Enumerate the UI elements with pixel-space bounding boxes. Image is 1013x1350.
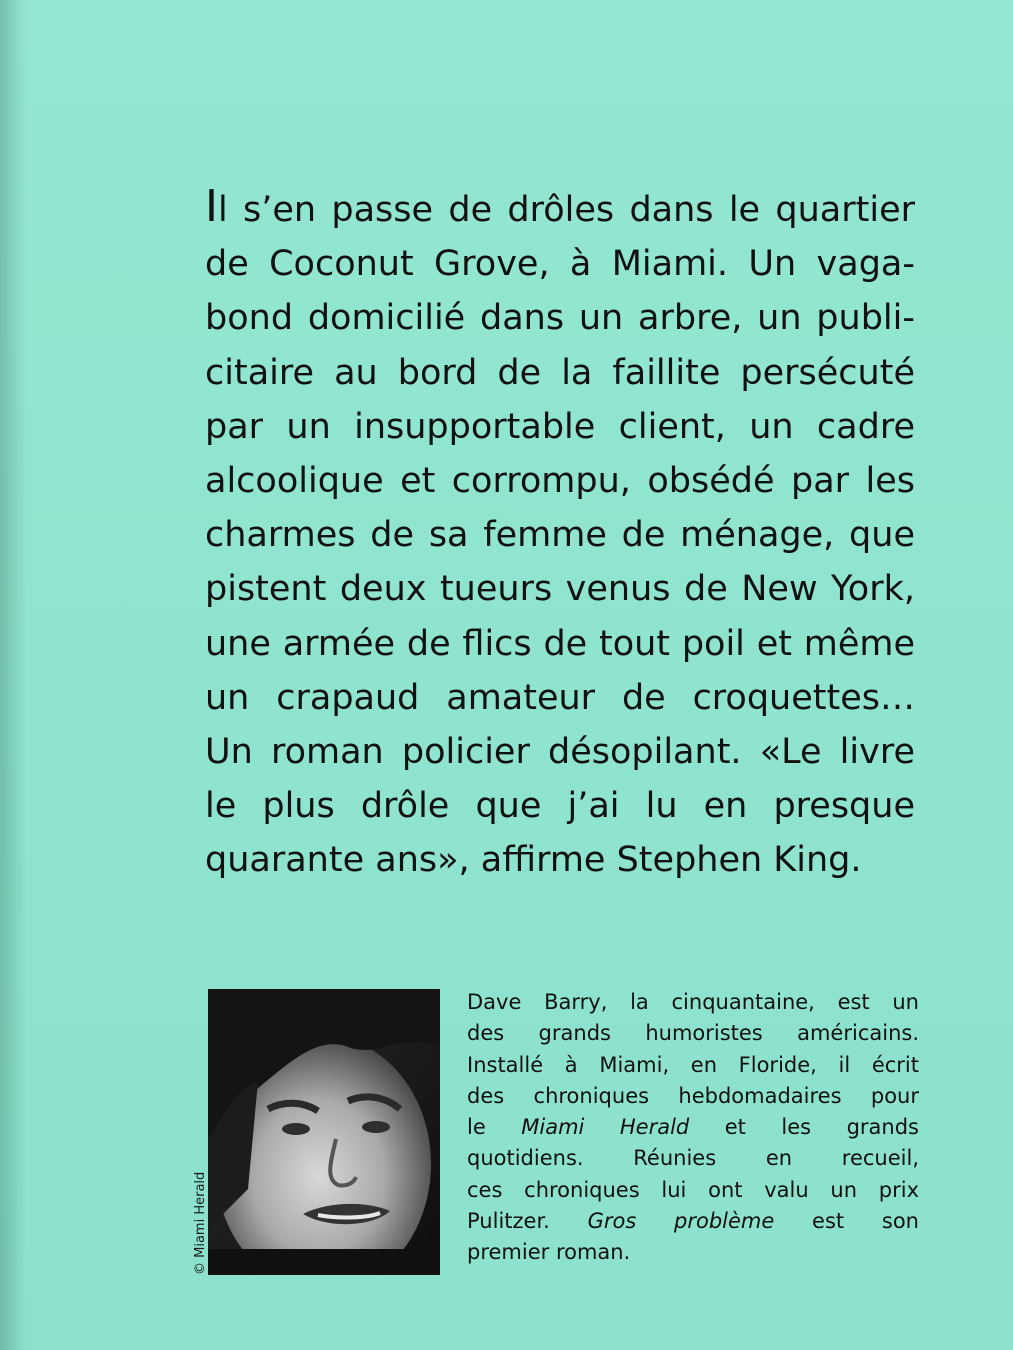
newspaper-title: Miami Herald [521, 1115, 690, 1140]
spine-shadow [0, 0, 26, 1350]
blurb-line: quarante ans», affirme Stephen King. [205, 840, 862, 881]
blurb-line: de Coconut Grove, à Miami. Un vaga- [205, 244, 915, 285]
blurb-line: une armée de flics de tout poil et même [205, 623, 915, 664]
author-bio [467, 987, 919, 1269]
blurb-line [205, 183, 915, 237]
blurb-line: Un roman policier désopilant. «Le livre [205, 731, 915, 772]
blurb-line: charmes de sa femme de ménage, que [205, 515, 915, 556]
bio-text: et les grands [689, 1115, 919, 1140]
bio-line: Dave Barry, la cinquantaine, est un [467, 990, 919, 1014]
blurb-line: citaire au bord de la faillite persécuté [205, 352, 915, 393]
photo-credit: © Miami Herald [193, 1171, 208, 1275]
blurb-line: alcoolique et corrompu, obsédé par les [205, 460, 915, 501]
drop-cap: I [205, 181, 218, 232]
bio-line [467, 1206, 919, 1237]
author-portrait-image [208, 989, 440, 1275]
bio-line: premier roman. [467, 1240, 631, 1265]
back-cover-blurb [205, 183, 915, 887]
bio-text: le [467, 1115, 522, 1140]
blurb-line: pistent deux tueurs venus de New York, [205, 569, 915, 610]
book-title: Gros problème [587, 1209, 775, 1234]
bio-line: ces chroniques lui ont valu un prix [467, 1177, 919, 1202]
bio-text: est son [774, 1209, 919, 1234]
bio-line: des chroniques hebdomadaires pour [467, 1083, 919, 1108]
author-photo [208, 989, 440, 1275]
blurb-line: un crapaud amateur de croquettes… [205, 677, 915, 718]
bio-text: Pulitzer. [467, 1209, 588, 1234]
bio-line [467, 1112, 919, 1143]
bio-line: quotidiens. Réunies en recueil, [467, 1146, 919, 1171]
bio-line: Installé à Miami, en Floride, il écrit [467, 1052, 919, 1077]
blurb-line: le plus drôle que j’ai lu en presque [205, 786, 915, 827]
blurb-line: bond domicilié dans un arbre, un publi- [205, 298, 915, 339]
bio-line: des grands humoristes américains. [467, 1021, 919, 1046]
blurb-line-text: l s’en passe de drôles dans le quartier [217, 190, 915, 230]
blurb-line: par un insupportable client, un cadre [205, 406, 915, 447]
